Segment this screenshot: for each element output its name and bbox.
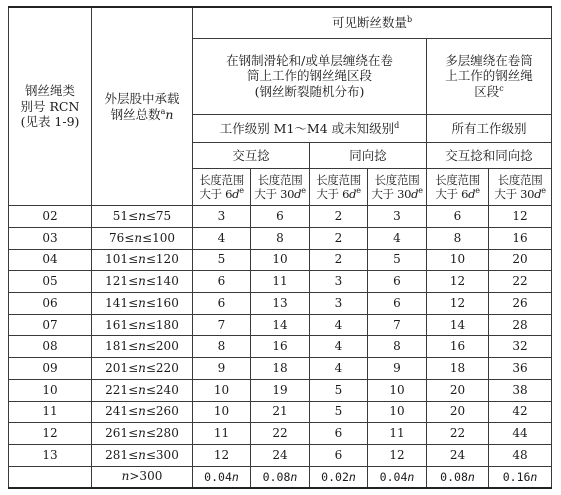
- value-cell: 2: [310, 249, 368, 271]
- value-cell: 16: [489, 227, 552, 249]
- value-cell: 36: [489, 358, 552, 380]
- length-6d-header: 长度范围 大于 $6d^e$: [427, 168, 489, 205]
- value-cell: 6: [310, 445, 368, 467]
- value-cell: 16: [427, 336, 489, 358]
- value-cell: 5: [193, 249, 251, 271]
- value-cell: 8: [368, 336, 427, 358]
- value-cell: 18: [427, 358, 489, 380]
- wire-range-cell: 181≤n≤200: [92, 336, 193, 358]
- table-row: [9, 445, 552, 467]
- wire-range-cell: 241≤n≤260: [92, 401, 193, 423]
- table-row-over-300: [9, 466, 552, 488]
- value-cell: 7: [193, 314, 251, 336]
- rcn-cell: 04: [9, 249, 92, 271]
- value-cell: 6: [310, 423, 368, 445]
- table-row: [9, 314, 552, 336]
- value-cell: 8: [251, 227, 310, 249]
- value-cell: 24: [251, 445, 310, 467]
- value-cell: 4: [368, 227, 427, 249]
- value-cell: 42: [489, 401, 552, 423]
- rcn-cell: 08: [9, 336, 92, 358]
- value-cell: 10: [368, 401, 427, 423]
- value-cell: 19: [251, 379, 310, 401]
- value-cell: 2: [310, 227, 368, 249]
- value-cell: 18: [251, 358, 310, 380]
- length-30d-header: 长度范围 大于 $30d^e$: [489, 168, 552, 205]
- value-cell: 0.04n: [193, 466, 251, 488]
- value-cell: 3: [368, 206, 427, 228]
- value-cell: 10: [193, 379, 251, 401]
- rcn-cell: [9, 466, 92, 488]
- table-row: [9, 336, 552, 358]
- cross-lay-header: 交互捻: [193, 142, 310, 168]
- value-cell: 5: [368, 249, 427, 271]
- document-page: [8, 6, 551, 489]
- wire-range-cell: 51≤n≤75: [92, 206, 193, 228]
- visible-broken-wires-header: 可见断丝数量$^b$: [193, 7, 552, 38]
- value-cell: 4: [310, 314, 368, 336]
- value-cell: 3: [193, 206, 251, 228]
- value-cell: 14: [427, 314, 489, 336]
- table-row: [9, 292, 552, 314]
- value-cell: 10: [251, 249, 310, 271]
- length-6d-header: 长度范围 大于 $6d^e$: [193, 168, 251, 205]
- wire-range-cell: 261≤n≤280: [92, 423, 193, 445]
- length-30d-header: 长度范围 大于 $30d^e$: [368, 168, 427, 205]
- table-row: [9, 271, 552, 293]
- wire-count-column-header: 外层股中承载 钢丝总数$^a$n: [92, 7, 193, 206]
- value-cell: 8: [427, 227, 489, 249]
- same-lay-header: 同向捻: [310, 142, 427, 168]
- value-cell: 6: [427, 206, 489, 228]
- wire-range-cell: 76≤n≤100: [92, 227, 193, 249]
- header-row-1: [9, 7, 552, 38]
- value-cell: 16: [251, 336, 310, 358]
- value-cell: 28: [489, 314, 552, 336]
- value-cell: 0.08n: [251, 466, 310, 488]
- rcn-cell: 13: [9, 445, 92, 467]
- value-cell: 12: [427, 292, 489, 314]
- value-cell: 22: [251, 423, 310, 445]
- value-cell: 4: [310, 336, 368, 358]
- wire-range-cell: 161≤n≤180: [92, 314, 193, 336]
- broken-wire-table: [8, 6, 552, 489]
- length-30d-header: 长度范围 大于 $30d^e$: [251, 168, 310, 205]
- value-cell: 48: [489, 445, 552, 467]
- value-cell: 26: [489, 292, 552, 314]
- value-cell: 0.16n: [489, 466, 552, 488]
- table-row: [9, 249, 552, 271]
- value-cell: 44: [489, 423, 552, 445]
- table-row: [9, 379, 552, 401]
- value-cell: 11: [368, 423, 427, 445]
- value-cell: 6: [251, 206, 310, 228]
- wire-range-cell: 101≤n≤120: [92, 249, 193, 271]
- table-row: [9, 423, 552, 445]
- value-cell: 14: [251, 314, 310, 336]
- value-cell: 13: [251, 292, 310, 314]
- value-cell: 6: [193, 292, 251, 314]
- rcn-cell: 05: [9, 271, 92, 293]
- value-cell: 11: [193, 423, 251, 445]
- rcn-cell: 12: [9, 423, 92, 445]
- table-row: [9, 401, 552, 423]
- wire-range-cell: 201≤n≤220: [92, 358, 193, 380]
- value-cell: 9: [193, 358, 251, 380]
- rcn-cell: 07: [9, 314, 92, 336]
- value-cell: 10: [368, 379, 427, 401]
- rcn-cell: 02: [9, 206, 92, 228]
- value-cell: 12: [193, 445, 251, 467]
- value-cell: 9: [368, 358, 427, 380]
- value-cell: 8: [193, 336, 251, 358]
- value-cell: 12: [489, 206, 552, 228]
- value-cell: 12: [368, 445, 427, 467]
- value-cell: 5: [310, 401, 368, 423]
- value-cell: 0.04n: [368, 466, 427, 488]
- value-cell: 24: [427, 445, 489, 467]
- value-cell: 4: [193, 227, 251, 249]
- wire-range-cell: 121≤n≤140: [92, 271, 193, 293]
- value-cell: 10: [427, 249, 489, 271]
- value-cell: 3: [310, 292, 368, 314]
- multi-layer-section-header: 多层缠绕在卷筒 上工作的钢丝绳 区段$^c$: [427, 38, 552, 115]
- wire-range-cell: 221≤n≤240: [92, 379, 193, 401]
- value-cell: 6: [193, 271, 251, 293]
- rcn-cell: 09: [9, 358, 92, 380]
- value-cell: 3: [310, 271, 368, 293]
- rcn-cell: 06: [9, 292, 92, 314]
- value-cell: 0.02n: [310, 466, 368, 488]
- rcn-cell: 03: [9, 227, 92, 249]
- value-cell: 32: [489, 336, 552, 358]
- work-grade-header: 工作级别 M1～M4 或未知级别$^d$: [193, 115, 427, 143]
- value-cell: 20: [427, 379, 489, 401]
- value-cell: 21: [251, 401, 310, 423]
- value-cell: 2: [310, 206, 368, 228]
- wire-range-cell: 141≤n≤160: [92, 292, 193, 314]
- value-cell: 10: [193, 401, 251, 423]
- value-cell: 11: [251, 271, 310, 293]
- table-row: [9, 206, 552, 228]
- wire-range-cell: 281≤n≤300: [92, 445, 193, 467]
- table-row: [9, 227, 552, 249]
- all-grades-header: 所有工作级别: [427, 115, 552, 143]
- value-cell: 6: [368, 292, 427, 314]
- length-6d-header: 长度范围 大于 $6d^e$: [310, 168, 368, 205]
- rcn-cell: 10: [9, 379, 92, 401]
- value-cell: 0.08n: [427, 466, 489, 488]
- rcn-cell: 11: [9, 401, 92, 423]
- value-cell: 6: [368, 271, 427, 293]
- wire-range-cell: n>300: [92, 466, 193, 488]
- value-cell: 4: [310, 358, 368, 380]
- value-cell: 38: [489, 379, 552, 401]
- rcn-column-header: 钢丝绳类 别号 RCN (见表 1-9): [9, 7, 92, 206]
- value-cell: 22: [489, 271, 552, 293]
- value-cell: 20: [489, 249, 552, 271]
- value-cell: 22: [427, 423, 489, 445]
- single-layer-section-header: 在钢制滑轮和/或单层缠绕在卷 筒上工作的钢丝绳区段 (钢丝断裂随机分布): [193, 38, 427, 115]
- value-cell: 20: [427, 401, 489, 423]
- value-cell: 5: [310, 379, 368, 401]
- table-row: [9, 358, 552, 380]
- value-cell: 12: [427, 271, 489, 293]
- both-lay-header: 交互捻和同向捻: [427, 142, 552, 168]
- value-cell: 7: [368, 314, 427, 336]
